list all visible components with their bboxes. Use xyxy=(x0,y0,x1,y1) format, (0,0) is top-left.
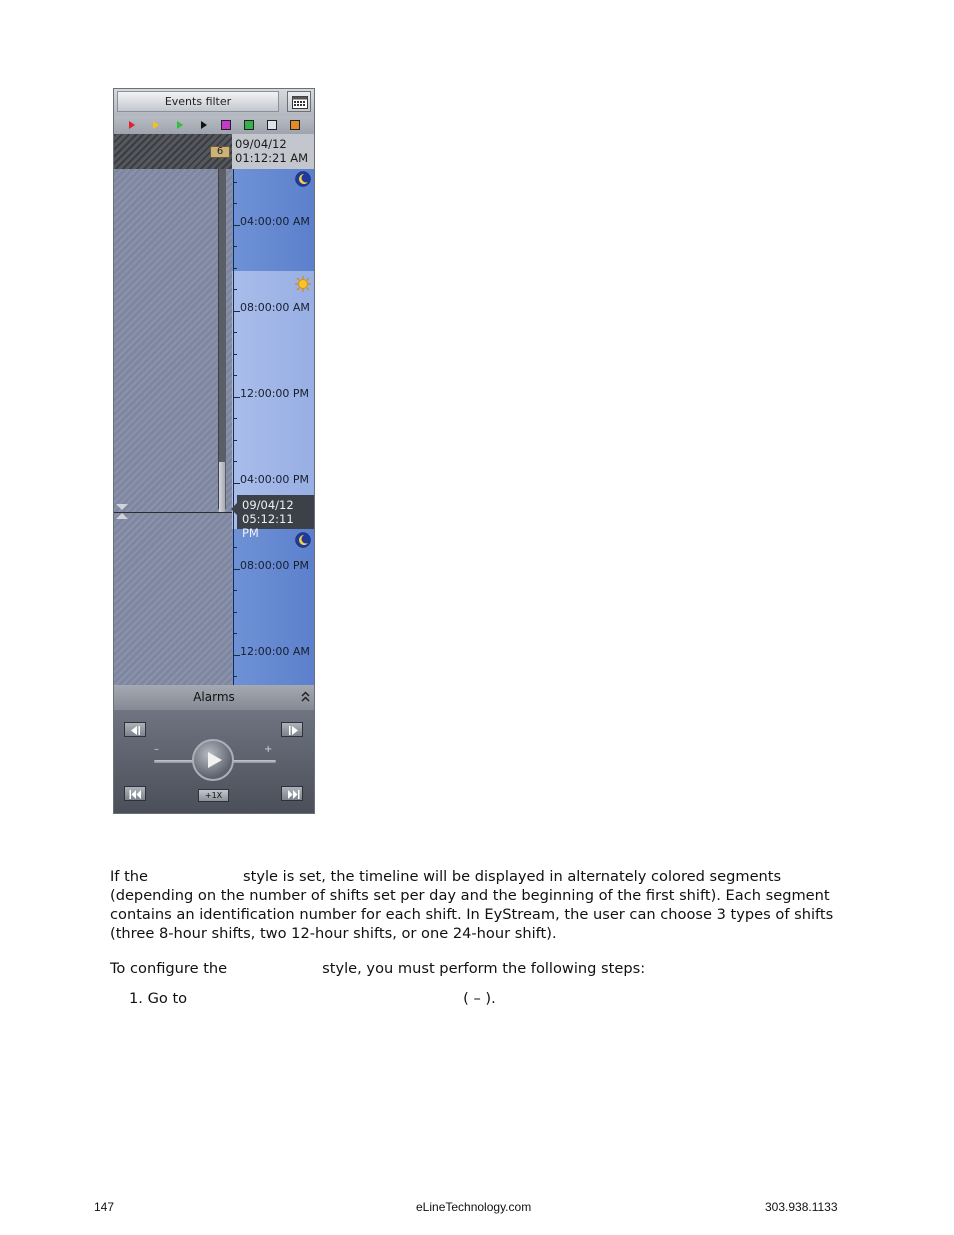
step-back-icon xyxy=(125,723,147,738)
tick xyxy=(233,633,237,634)
tick xyxy=(233,461,237,462)
step-text: Go to xyxy=(147,990,188,1007)
step-back-button[interactable] xyxy=(124,722,146,737)
timeline-scroll-thumb[interactable] xyxy=(219,462,225,512)
step-forward-icon xyxy=(282,723,304,738)
tick xyxy=(233,182,237,183)
tick xyxy=(233,354,237,355)
green-camera-icon[interactable] xyxy=(243,119,255,131)
step-tail: ( – ). xyxy=(463,990,496,1007)
cursor-marker-up-icon[interactable] xyxy=(116,513,128,519)
tick xyxy=(233,332,237,333)
tick xyxy=(233,569,240,570)
filter-toolbar xyxy=(114,89,314,116)
para1-body: style is set, the timeline will be displayed in alternately colored segments (depending on the number of shifts set per day and the beginning of the first shift). Each segment contains an identification number for each shift. In EyStream, the user can choose 3 types of shifts (three 8-hour shifts, two 12-hour shifts, or one 24-hour shift). xyxy=(110,868,834,942)
fast-forward-button[interactable] xyxy=(281,786,303,801)
tick xyxy=(233,225,240,226)
night-shift-segment xyxy=(232,529,314,685)
play-icon xyxy=(207,751,223,769)
speed-button[interactable]: +1X xyxy=(198,789,229,802)
tick xyxy=(233,655,240,656)
shift-style-paragraph xyxy=(110,867,850,943)
page-number: 147 xyxy=(94,1200,115,1214)
footer-phone: 303.938.1133 xyxy=(765,1200,838,1214)
para2-body: style, you must perform the following steps: xyxy=(322,960,646,977)
calendar-icon xyxy=(292,95,308,109)
rewind-button[interactable] xyxy=(124,786,146,801)
step-1 xyxy=(129,989,496,1008)
cursor-time: 05:12:11 PM xyxy=(242,512,294,540)
tick xyxy=(233,311,240,312)
time-label: 04:00:00 AM xyxy=(240,215,310,228)
tick xyxy=(233,590,237,591)
audio-icon[interactable] xyxy=(266,119,278,131)
tick xyxy=(233,440,237,441)
tick xyxy=(233,375,237,376)
tick xyxy=(233,246,237,247)
orange-io-icon[interactable] xyxy=(289,119,301,131)
step-forward-button[interactable] xyxy=(281,722,303,737)
tick xyxy=(233,289,237,290)
para2-lead: To configure the xyxy=(110,960,228,977)
black-play-icon[interactable] xyxy=(198,119,210,131)
tick xyxy=(233,676,237,677)
event-type-filter-row xyxy=(114,116,314,134)
alarms-bar[interactable] xyxy=(114,685,314,710)
timeline-start-stamp xyxy=(232,134,314,169)
playback-cursor-line[interactable] xyxy=(114,512,232,513)
start-date: 09/04/12 xyxy=(235,137,287,151)
time-label: 12:00:00 AM xyxy=(240,645,310,658)
slower-label: – xyxy=(154,744,159,755)
tick xyxy=(233,612,237,613)
tick xyxy=(233,203,237,204)
play-button[interactable] xyxy=(192,739,234,781)
timeline-panel xyxy=(113,88,315,814)
time-label: 12:00:00 PM xyxy=(240,387,310,400)
magenta-person-icon[interactable] xyxy=(220,119,232,131)
time-label: 04:00:00 PM xyxy=(240,473,310,486)
tick xyxy=(233,397,240,398)
event-count-badge: 6 xyxy=(210,146,230,158)
alarms-label: Alarms xyxy=(193,690,235,704)
calendar-button[interactable] xyxy=(287,91,311,112)
collapse-up-icon[interactable] xyxy=(301,691,310,703)
faster-label: + xyxy=(264,744,273,755)
footer-website: eLineTechnology.com xyxy=(416,1200,532,1214)
red-play-icon[interactable] xyxy=(126,119,138,131)
green-play-icon[interactable] xyxy=(174,119,186,131)
fast-forward-icon xyxy=(282,787,304,802)
rewind-icon xyxy=(125,787,147,802)
sun-icon xyxy=(295,276,311,292)
timeline-scrollbar[interactable] xyxy=(218,169,226,509)
time-label: 08:00:00 AM xyxy=(240,301,310,314)
time-label: 08:00:00 PM xyxy=(240,559,310,572)
events-filter-button[interactable]: Events filter xyxy=(117,91,279,112)
moon-icon xyxy=(295,171,311,187)
playback-controls xyxy=(114,710,314,813)
event-lane[interactable] xyxy=(114,169,232,685)
yellow-play-icon[interactable] xyxy=(150,119,162,131)
start-time: 01:12:21 AM xyxy=(235,151,309,165)
cursor-marker-down-icon[interactable] xyxy=(116,504,128,510)
cursor-date: 09/04/12 xyxy=(242,498,294,512)
cursor-timestamp xyxy=(237,495,314,540)
tick xyxy=(233,268,237,269)
tick xyxy=(233,483,240,484)
tick xyxy=(233,418,237,419)
tick xyxy=(233,547,237,548)
step-number: 1. xyxy=(129,990,143,1007)
configure-paragraph xyxy=(110,959,850,978)
para1-lead: If the xyxy=(110,868,149,885)
